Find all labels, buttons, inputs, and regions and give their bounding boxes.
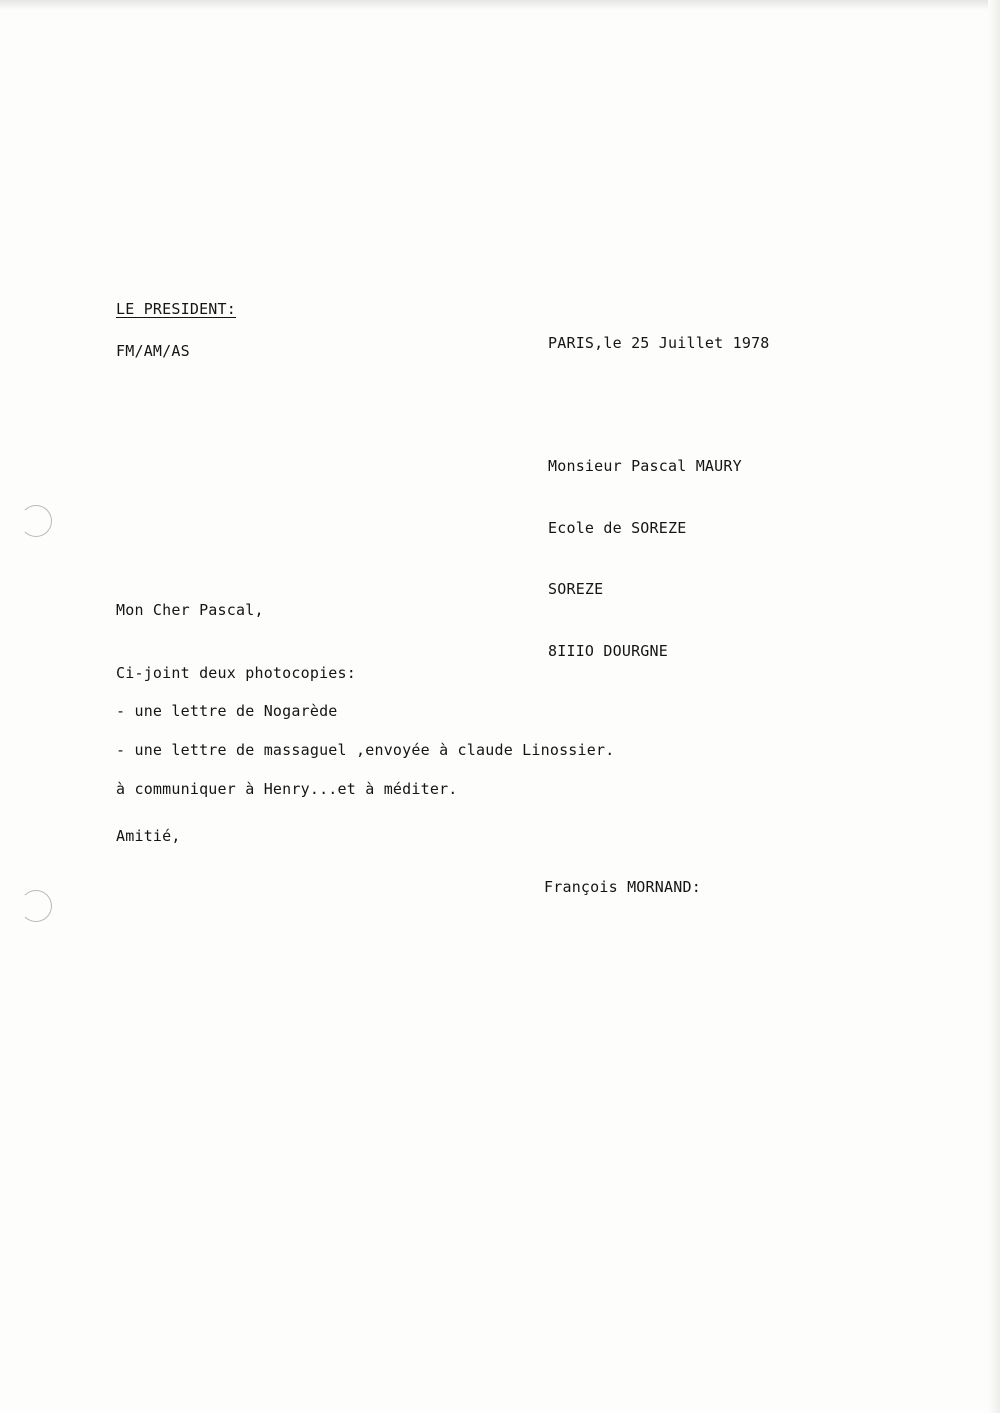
paper-right-edge <box>988 0 1000 1413</box>
punch-hole-upper <box>20 505 52 537</box>
body-line: à communiquer à Henry...et à méditer. <box>116 780 458 798</box>
body-line: - une lettre de massaguel ,envoyée à claude Linossier. <box>116 741 615 759</box>
place-date: PARIS,le 25 Juillet 1978 <box>548 334 770 352</box>
recipient-address <box>548 415 742 702</box>
recipient-line: Monsieur Pascal MAURY <box>548 457 742 475</box>
salutation: Mon Cher Pascal, <box>116 601 264 619</box>
signature: François MORNAND: <box>544 878 701 896</box>
sender-title: LE PRESIDENT: <box>116 300 236 318</box>
recipient-line: 8IIIO DOURGNE <box>548 641 668 660</box>
body-line: Ci-joint deux photocopies: <box>116 664 356 682</box>
punch-hole-lower <box>20 890 52 922</box>
recipient-line: SOREZE <box>548 580 604 598</box>
recipient-line: Ecole de SOREZE <box>548 518 687 537</box>
reference-code: FM/AM/AS <box>116 342 190 360</box>
paper-top-edge <box>0 0 1000 10</box>
body-line: - une lettre de Nogarède <box>116 702 338 720</box>
closing: Amitié, <box>116 827 181 845</box>
